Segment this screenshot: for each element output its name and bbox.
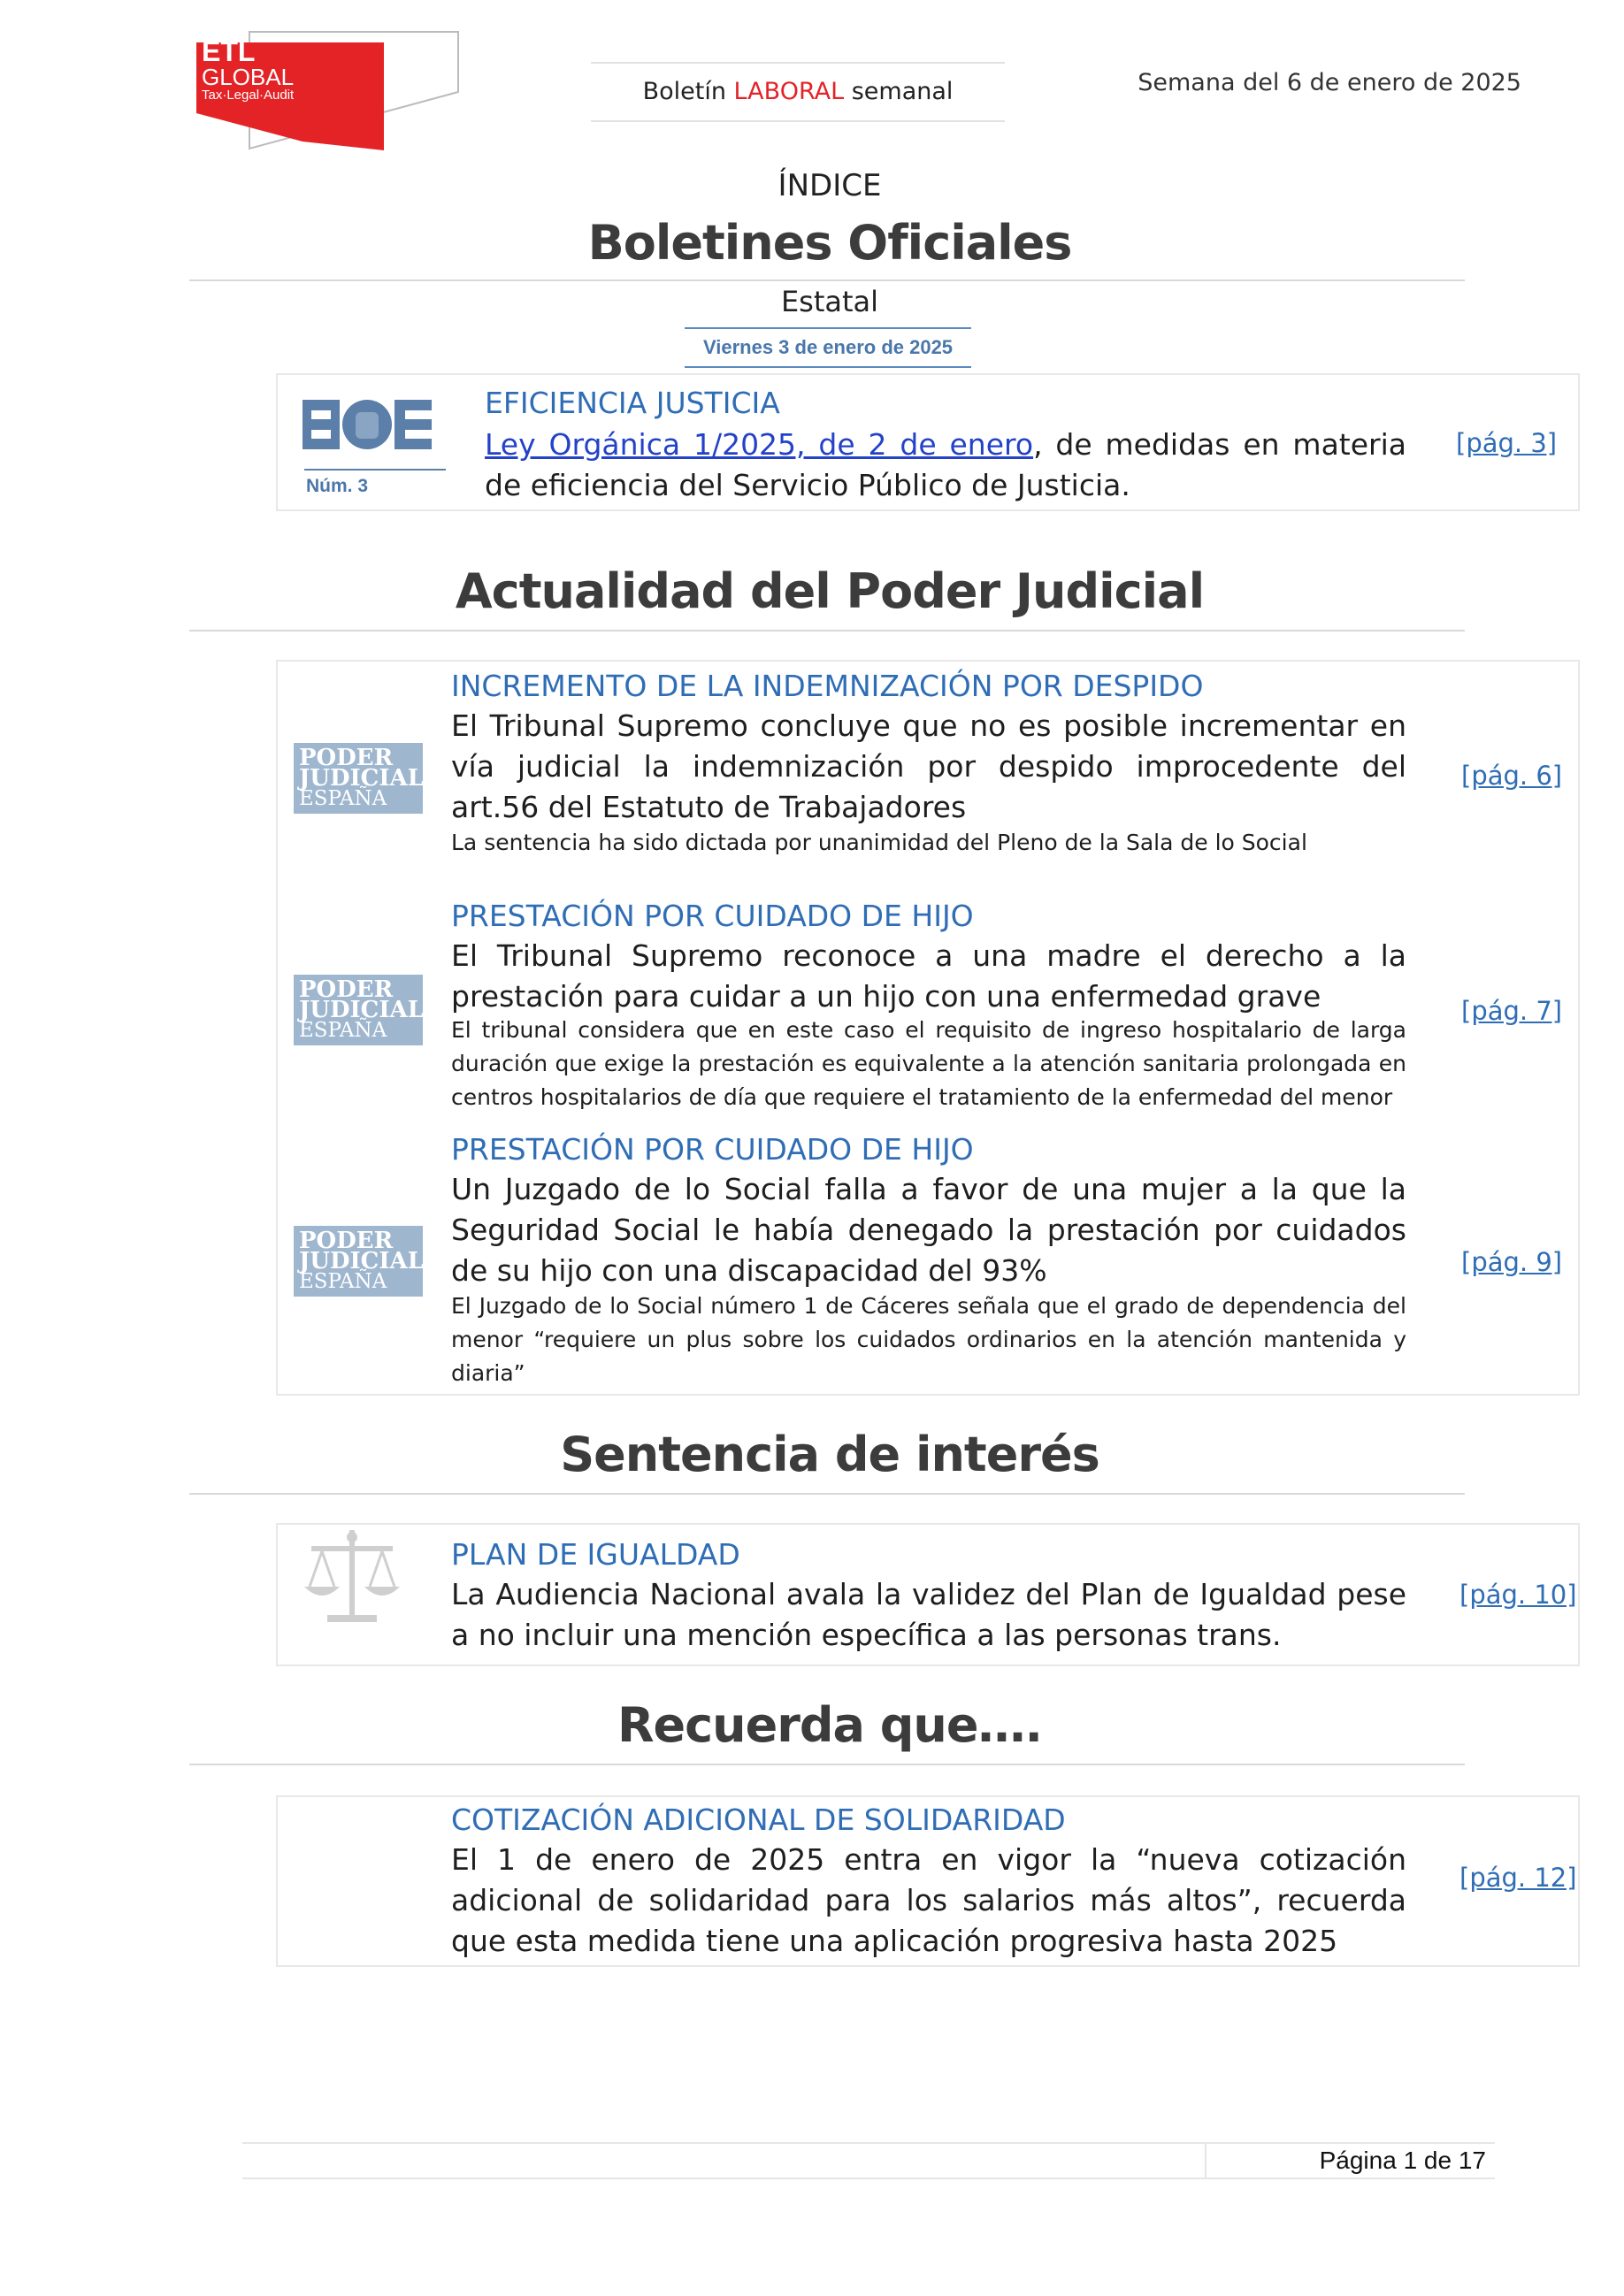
logo-brand: ETL	[202, 35, 256, 67]
date-badge: Viernes 3 de enero de 2025	[685, 327, 971, 368]
etl-global-logo	[196, 28, 462, 161]
page-number: Página 1 de 17	[1319, 2147, 1486, 2174]
boe-text-rest: , de medidas en materia de eficiencia del Servicio Público de Justicia.	[485, 427, 1406, 502]
bulletin-prefix: Boletín	[642, 78, 734, 105]
week-label: Semana del 6 de enero de 2025	[1138, 69, 1521, 96]
sentencia-page-link[interactable]: [pág. 10]	[1459, 1580, 1577, 1610]
recuerda-text: El 1 de enero de 2025 entra en vigor la “nueva cotización adicional de solidaridad para los salarios más altos”, recuerda que esta medida tiene una aplicación progresiva hasta 2025	[451, 1842, 1406, 1958]
pj-item-2-subtext: El tribunal considera que en este caso el requisito de ingreso hospitalario de larga duración que exige la prestación es equivalente a la atención sanitaria prolongada en centros hospitalarios de día que requiere el tratamiento de la enfermedad del menor	[451, 1017, 1406, 1110]
poder-judicial-logo: PODER JUDICIAL ESPAÑA	[294, 1226, 423, 1297]
section-title-sentencia: Sentencia de interés	[560, 1427, 1099, 1482]
pj-item-1-category: INCREMENTO DE LA INDEMNIZACIÓN POR DESPIDO	[451, 669, 1204, 703]
pj-item-2-category: PRESTACIÓN POR CUIDADO DE HIJO	[451, 899, 974, 933]
boe-rule	[304, 469, 446, 471]
boe-entry	[276, 373, 1580, 511]
section-divider	[189, 1493, 1465, 1495]
section-title-poder-judicial: Actualidad del Poder Judicial	[455, 563, 1205, 619]
pj-item-2-page-link[interactable]: [pág. 7]	[1461, 996, 1563, 1026]
poder-judicial-logo: PODER JUDICIAL ESPAÑA	[294, 975, 423, 1045]
boe-page-link[interactable]: [pág. 3]	[1456, 428, 1558, 458]
pj-item-3-category: PRESTACIÓN POR CUIDADO DE HIJO	[451, 1132, 974, 1167]
boe-logo	[303, 396, 432, 453]
bulletin-highlight: LABORAL	[733, 78, 845, 105]
logo-name: GLOBAL	[202, 64, 295, 90]
boe-text	[485, 425, 1406, 506]
poder-judicial-logo: PODER JUDICIAL ESPAÑA	[294, 743, 423, 814]
sentencia-entry	[276, 1523, 1580, 1666]
boe-law-link[interactable]: Ley Orgánica 1/2025, de 2 de enero	[485, 427, 1034, 462]
section-subtitle-estatal: Estatal	[780, 285, 879, 318]
pj-item-3-subtext: El Juzgado de lo Social número 1 de Cáceres señala que el grado de dependencia del menor “requiere un plus sobre los cuidados ordinarios en la atención mantenida y diaria”	[451, 1293, 1406, 1386]
boe-category: EFICIENCIA JUSTICIA	[485, 386, 780, 420]
recuerda-page-link[interactable]: [pág. 12]	[1459, 1863, 1577, 1893]
scales-of-justice-icon	[299, 1527, 405, 1633]
logo-tagline: Tax·Legal·Audit	[202, 88, 295, 103]
section-divider	[189, 630, 1465, 631]
scales-icon-graphic	[299, 1527, 405, 1633]
section-divider	[189, 1764, 1465, 1765]
pj-item-3-text: Un Juzgado de lo Social falla a favor de una mujer a la que la Seguridad Social le había denegado la prestación por cuidados de su hijo con una discapacidad del 93%	[451, 1172, 1406, 1288]
bulletin-title-box	[591, 62, 1005, 122]
section-title-recuerda: Recuerda que….	[617, 1697, 1043, 1753]
pj-item-3-page-link[interactable]: [pág. 9]	[1461, 1247, 1563, 1277]
index-title: ÍNDICE	[778, 168, 882, 203]
pj-item-1-text: El Tribunal Supremo concluye que no es posible incrementar en vía judicial la indemnización por despido improcedente del art.56 del Estatuto de Trabajadores	[451, 708, 1406, 824]
section-title-boletines: Boletines Oficiales	[587, 215, 1072, 271]
boe-logo-graphic	[303, 396, 432, 453]
boe-number: Núm. 3	[306, 476, 369, 496]
footer-divider	[1205, 2142, 1207, 2177]
pj-item-2-text: El Tribunal Supremo reconoce a una madre el derecho a la prestación para cuidar a un hijo con una enfermedad grave	[451, 938, 1406, 1014]
recuerda-category: COTIZACIÓN ADICIONAL DE SOLIDARIDAD	[451, 1802, 1066, 1837]
pj-item-1-page-link[interactable]: [pág. 6]	[1461, 761, 1563, 791]
poder-judicial-entries	[276, 660, 1580, 1396]
pj-item-1-subtext: La sentencia ha sido dictada por unanimidad del Pleno de la Sala de lo Social	[451, 830, 1307, 855]
section-divider	[189, 279, 1465, 281]
recuerda-entry	[276, 1795, 1580, 1967]
sentencia-text: La Audiencia Nacional avala la validez del Plan de Igualdad pese a no incluir una mención específica a las personas trans.	[451, 1577, 1406, 1652]
sentencia-category: PLAN DE IGUALDAD	[451, 1537, 740, 1572]
bulletin-suffix: semanal	[844, 78, 954, 105]
